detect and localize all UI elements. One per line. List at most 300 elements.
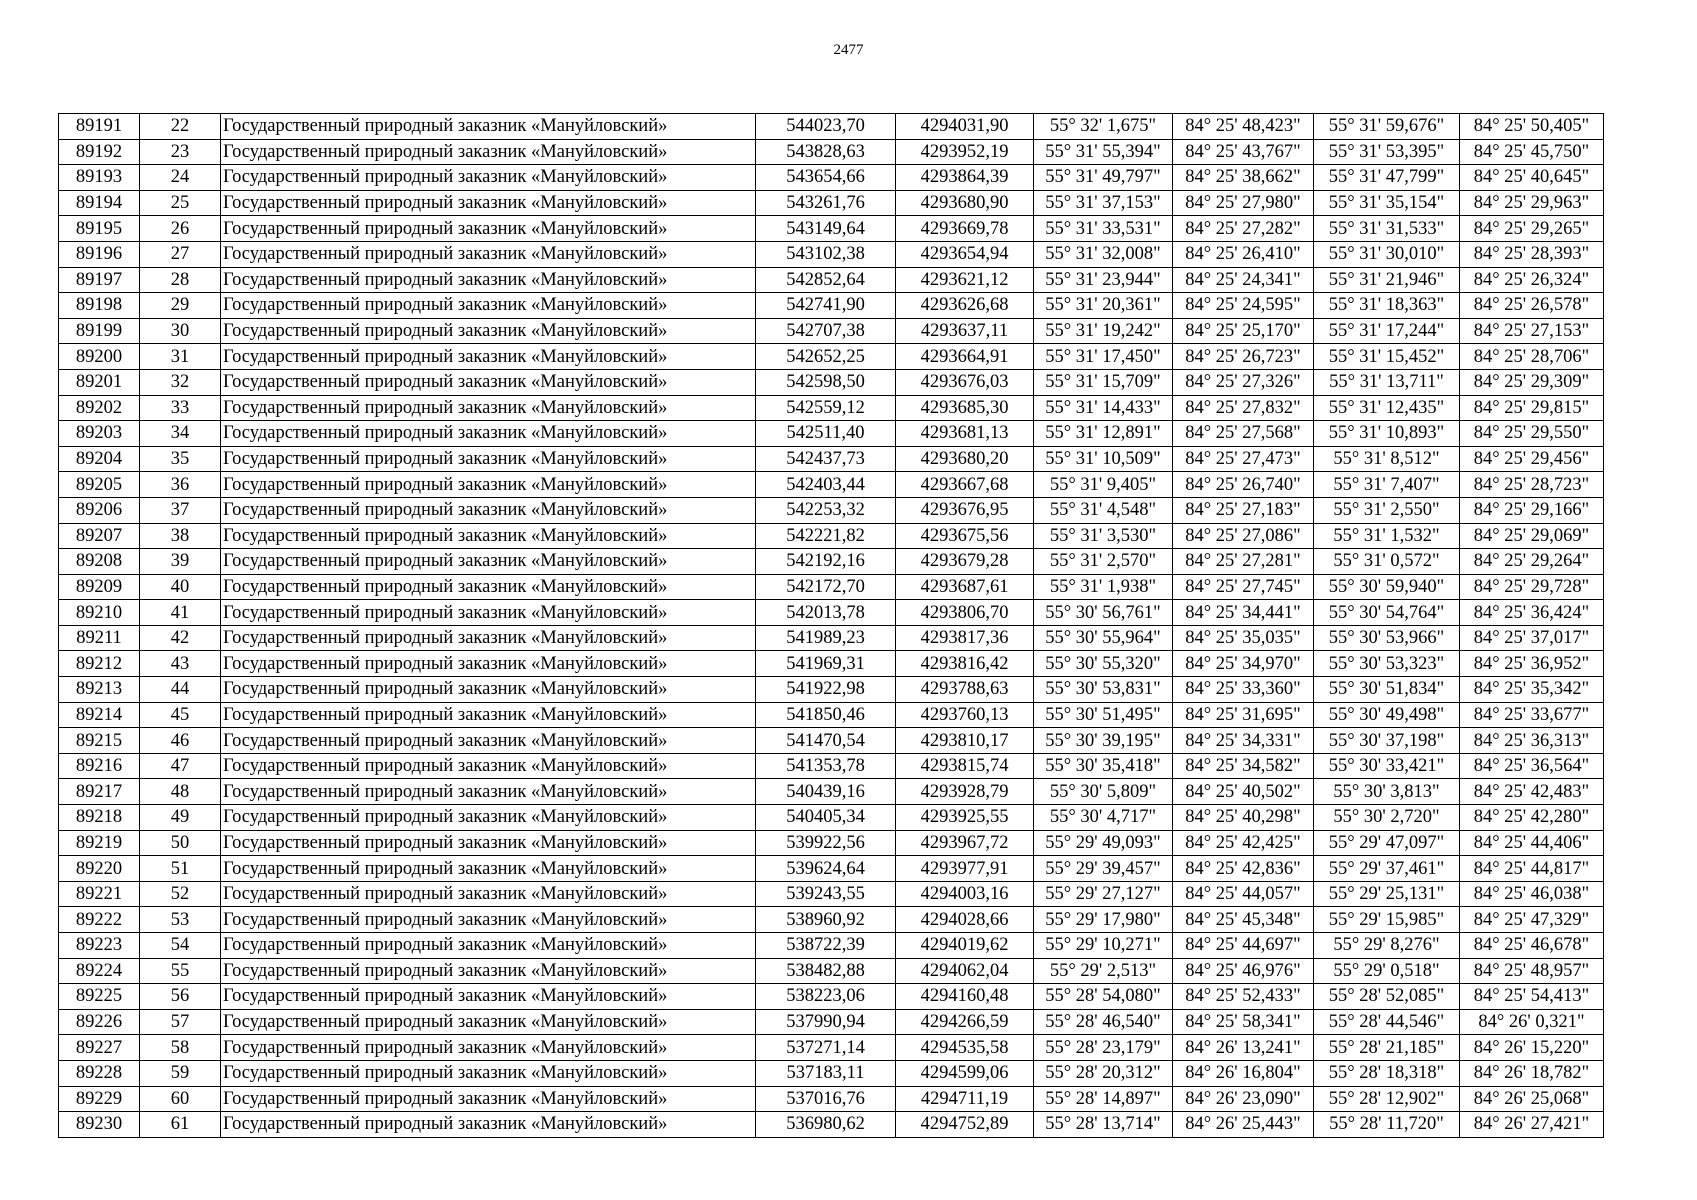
longitude-1-cell: 84° 25' 24,595" bbox=[1173, 293, 1314, 319]
longitude-1-cell: 84° 25' 26,410" bbox=[1173, 241, 1314, 267]
point-number-cell: 27 bbox=[140, 241, 221, 267]
longitude-1-cell: 84° 25' 27,183" bbox=[1173, 497, 1314, 523]
point-number-cell: 53 bbox=[140, 907, 221, 933]
latitude-2-cell: 55° 31' 0,572" bbox=[1314, 549, 1460, 575]
coord-x-cell: 542253,32 bbox=[756, 497, 896, 523]
coord-y-cell: 4293676,95 bbox=[896, 497, 1034, 523]
reserve-name-cell: Государственный природный заказник «Мануйловский» bbox=[221, 190, 756, 216]
coord-y-cell: 4293667,68 bbox=[896, 472, 1034, 498]
latitude-1-cell: 55° 31' 12,891" bbox=[1034, 421, 1173, 447]
longitude-1-cell: 84° 25' 34,582" bbox=[1173, 753, 1314, 779]
table-row bbox=[59, 753, 1604, 779]
coord-y-cell: 4293928,79 bbox=[896, 779, 1034, 805]
coord-y-cell: 4293687,61 bbox=[896, 574, 1034, 600]
row-id-cell: 89226 bbox=[59, 1009, 140, 1035]
longitude-2-cell: 84° 25' 29,815" bbox=[1460, 395, 1604, 421]
reserve-name-cell: Государственный природный заказник «Мануйловский» bbox=[221, 293, 756, 319]
latitude-1-cell: 55° 31' 33,531" bbox=[1034, 216, 1173, 242]
coord-y-cell: 4293676,03 bbox=[896, 369, 1034, 395]
coord-x-cell: 538223,06 bbox=[756, 984, 896, 1010]
row-id-cell: 89221 bbox=[59, 881, 140, 907]
point-number-cell: 45 bbox=[140, 702, 221, 728]
row-id-cell: 89196 bbox=[59, 241, 140, 267]
latitude-1-cell: 55° 30' 55,320" bbox=[1034, 651, 1173, 677]
row-id-cell: 89200 bbox=[59, 344, 140, 370]
point-number-cell: 22 bbox=[140, 114, 221, 140]
coord-x-cell: 542598,50 bbox=[756, 369, 896, 395]
table-row bbox=[59, 856, 1604, 882]
row-id-cell: 89230 bbox=[59, 1112, 140, 1138]
coord-y-cell: 4293664,91 bbox=[896, 344, 1034, 370]
coord-x-cell: 540439,16 bbox=[756, 779, 896, 805]
coord-y-cell: 4293806,70 bbox=[896, 600, 1034, 626]
latitude-1-cell: 55° 31' 3,530" bbox=[1034, 523, 1173, 549]
latitude-2-cell: 55° 30' 53,323" bbox=[1314, 651, 1460, 677]
coord-x-cell: 537016,76 bbox=[756, 1086, 896, 1112]
latitude-1-cell: 55° 31' 17,450" bbox=[1034, 344, 1173, 370]
row-id-cell: 89214 bbox=[59, 702, 140, 728]
longitude-1-cell: 84° 25' 26,723" bbox=[1173, 344, 1314, 370]
table-row bbox=[59, 907, 1604, 933]
latitude-2-cell: 55° 31' 12,435" bbox=[1314, 395, 1460, 421]
row-id-cell: 89205 bbox=[59, 472, 140, 498]
coord-x-cell: 542852,64 bbox=[756, 267, 896, 293]
coord-y-cell: 4293669,78 bbox=[896, 216, 1034, 242]
latitude-1-cell: 55° 29' 10,271" bbox=[1034, 933, 1173, 959]
point-number-cell: 26 bbox=[140, 216, 221, 242]
table-row bbox=[59, 805, 1604, 831]
latitude-2-cell: 55° 30' 53,966" bbox=[1314, 625, 1460, 651]
coord-y-cell: 4293864,39 bbox=[896, 165, 1034, 191]
longitude-1-cell: 84° 25' 40,298" bbox=[1173, 805, 1314, 831]
table-row bbox=[59, 369, 1604, 395]
coord-x-cell: 542013,78 bbox=[756, 600, 896, 626]
latitude-2-cell: 55° 30' 3,813" bbox=[1314, 779, 1460, 805]
row-id-cell: 89208 bbox=[59, 549, 140, 575]
coord-x-cell: 541969,31 bbox=[756, 651, 896, 677]
point-number-cell: 56 bbox=[140, 984, 221, 1010]
coord-y-cell: 4293977,91 bbox=[896, 856, 1034, 882]
latitude-1-cell: 55° 31' 2,570" bbox=[1034, 549, 1173, 575]
longitude-2-cell: 84° 25' 29,550" bbox=[1460, 421, 1604, 447]
latitude-2-cell: 55° 29' 0,518" bbox=[1314, 958, 1460, 984]
latitude-2-cell: 55° 29' 15,985" bbox=[1314, 907, 1460, 933]
coord-y-cell: 4293810,17 bbox=[896, 728, 1034, 754]
coord-y-cell: 4293680,20 bbox=[896, 446, 1034, 472]
table-row bbox=[59, 677, 1604, 703]
reserve-name-cell: Государственный природный заказник «Мануйловский» bbox=[221, 702, 756, 728]
longitude-1-cell: 84° 25' 27,473" bbox=[1173, 446, 1314, 472]
latitude-2-cell: 55° 31' 18,363" bbox=[1314, 293, 1460, 319]
latitude-2-cell: 55° 29' 37,461" bbox=[1314, 856, 1460, 882]
row-id-cell: 89213 bbox=[59, 677, 140, 703]
point-number-cell: 36 bbox=[140, 472, 221, 498]
point-number-cell: 61 bbox=[140, 1112, 221, 1138]
row-id-cell: 89210 bbox=[59, 600, 140, 626]
latitude-1-cell: 55° 28' 23,179" bbox=[1034, 1035, 1173, 1061]
longitude-2-cell: 84° 25' 36,424" bbox=[1460, 600, 1604, 626]
coord-y-cell: 4294266,59 bbox=[896, 1009, 1034, 1035]
row-id-cell: 89198 bbox=[59, 293, 140, 319]
coord-y-cell: 4293637,11 bbox=[896, 318, 1034, 344]
longitude-2-cell: 84° 25' 48,957" bbox=[1460, 958, 1604, 984]
latitude-1-cell: 55° 31' 20,361" bbox=[1034, 293, 1173, 319]
row-id-cell: 89201 bbox=[59, 369, 140, 395]
latitude-2-cell: 55° 30' 51,834" bbox=[1314, 677, 1460, 703]
coord-y-cell: 4293685,30 bbox=[896, 395, 1034, 421]
row-id-cell: 89211 bbox=[59, 625, 140, 651]
latitude-2-cell: 55° 31' 31,533" bbox=[1314, 216, 1460, 242]
longitude-1-cell: 84° 25' 31,695" bbox=[1173, 702, 1314, 728]
latitude-2-cell: 55° 30' 2,720" bbox=[1314, 805, 1460, 831]
point-number-cell: 57 bbox=[140, 1009, 221, 1035]
coord-x-cell: 543828,63 bbox=[756, 139, 896, 165]
latitude-2-cell: 55° 30' 37,198" bbox=[1314, 728, 1460, 754]
longitude-2-cell: 84° 25' 37,017" bbox=[1460, 625, 1604, 651]
row-id-cell: 89218 bbox=[59, 805, 140, 831]
point-number-cell: 55 bbox=[140, 958, 221, 984]
point-number-cell: 23 bbox=[140, 139, 221, 165]
table-row bbox=[59, 165, 1604, 191]
latitude-2-cell: 55° 28' 11,720" bbox=[1314, 1112, 1460, 1138]
reserve-name-cell: Государственный природный заказник «Мануйловский» bbox=[221, 881, 756, 907]
reserve-name-cell: Государственный природный заказник «Мануйловский» bbox=[221, 369, 756, 395]
longitude-1-cell: 84° 25' 44,697" bbox=[1173, 933, 1314, 959]
longitude-2-cell: 84° 25' 29,265" bbox=[1460, 216, 1604, 242]
latitude-1-cell: 55° 29' 17,980" bbox=[1034, 907, 1173, 933]
longitude-2-cell: 84° 25' 35,342" bbox=[1460, 677, 1604, 703]
table-row bbox=[59, 600, 1604, 626]
longitude-2-cell: 84° 25' 45,750" bbox=[1460, 139, 1604, 165]
table-row bbox=[59, 1086, 1604, 1112]
table-row bbox=[59, 830, 1604, 856]
coord-x-cell: 539243,55 bbox=[756, 881, 896, 907]
longitude-1-cell: 84° 25' 42,836" bbox=[1173, 856, 1314, 882]
coord-x-cell: 541850,46 bbox=[756, 702, 896, 728]
latitude-2-cell: 55° 31' 59,676" bbox=[1314, 114, 1460, 140]
longitude-2-cell: 84° 25' 36,952" bbox=[1460, 651, 1604, 677]
point-number-cell: 31 bbox=[140, 344, 221, 370]
coord-x-cell: 538482,88 bbox=[756, 958, 896, 984]
table-row bbox=[59, 344, 1604, 370]
longitude-1-cell: 84° 25' 33,360" bbox=[1173, 677, 1314, 703]
longitude-1-cell: 84° 25' 38,662" bbox=[1173, 165, 1314, 191]
coord-x-cell: 542437,73 bbox=[756, 446, 896, 472]
latitude-1-cell: 55° 28' 14,897" bbox=[1034, 1086, 1173, 1112]
latitude-2-cell: 55° 31' 15,452" bbox=[1314, 344, 1460, 370]
coord-x-cell: 538960,92 bbox=[756, 907, 896, 933]
latitude-1-cell: 55° 30' 35,418" bbox=[1034, 753, 1173, 779]
latitude-1-cell: 55° 31' 14,433" bbox=[1034, 395, 1173, 421]
latitude-1-cell: 55° 31' 19,242" bbox=[1034, 318, 1173, 344]
point-number-cell: 48 bbox=[140, 779, 221, 805]
coord-y-cell: 4294028,66 bbox=[896, 907, 1034, 933]
latitude-2-cell: 55° 31' 8,512" bbox=[1314, 446, 1460, 472]
reserve-name-cell: Государственный природный заказник «Мануйловский» bbox=[221, 779, 756, 805]
coord-x-cell: 542511,40 bbox=[756, 421, 896, 447]
table-row bbox=[59, 421, 1604, 447]
latitude-2-cell: 55° 28' 18,318" bbox=[1314, 1060, 1460, 1086]
table-row bbox=[59, 216, 1604, 242]
coord-y-cell: 4293679,28 bbox=[896, 549, 1034, 575]
latitude-2-cell: 55° 31' 13,711" bbox=[1314, 369, 1460, 395]
reserve-name-cell: Государственный природный заказник «Мануйловский» bbox=[221, 600, 756, 626]
latitude-1-cell: 55° 29' 2,513" bbox=[1034, 958, 1173, 984]
row-id-cell: 89202 bbox=[59, 395, 140, 421]
coord-x-cell: 541989,23 bbox=[756, 625, 896, 651]
reserve-name-cell: Государственный природный заказник «Мануйловский» bbox=[221, 344, 756, 370]
point-number-cell: 41 bbox=[140, 600, 221, 626]
reserve-name-cell: Государственный природный заказник «Мануйловский» bbox=[221, 395, 756, 421]
coord-y-cell: 4293788,63 bbox=[896, 677, 1034, 703]
row-id-cell: 89216 bbox=[59, 753, 140, 779]
longitude-1-cell: 84° 25' 34,970" bbox=[1173, 651, 1314, 677]
coord-y-cell: 4293925,55 bbox=[896, 805, 1034, 831]
point-number-cell: 52 bbox=[140, 881, 221, 907]
longitude-1-cell: 84° 25' 27,980" bbox=[1173, 190, 1314, 216]
point-number-cell: 38 bbox=[140, 523, 221, 549]
coord-x-cell: 543654,66 bbox=[756, 165, 896, 191]
coord-y-cell: 4293952,19 bbox=[896, 139, 1034, 165]
reserve-name-cell: Государственный природный заказник «Мануйловский» bbox=[221, 446, 756, 472]
longitude-2-cell: 84° 25' 27,153" bbox=[1460, 318, 1604, 344]
longitude-2-cell: 84° 25' 54,413" bbox=[1460, 984, 1604, 1010]
latitude-1-cell: 55° 30' 53,831" bbox=[1034, 677, 1173, 703]
longitude-1-cell: 84° 25' 24,341" bbox=[1173, 267, 1314, 293]
reserve-name-cell: Государственный природный заказник «Мануйловский» bbox=[221, 216, 756, 242]
table-row bbox=[59, 1009, 1604, 1035]
reserve-name-cell: Государственный природный заказник «Мануйловский» bbox=[221, 753, 756, 779]
reserve-name-cell: Государственный природный заказник «Мануйловский» bbox=[221, 984, 756, 1010]
coord-y-cell: 4293626,68 bbox=[896, 293, 1034, 319]
reserve-name-cell: Государственный природный заказник «Мануйловский» bbox=[221, 625, 756, 651]
coord-y-cell: 4294160,48 bbox=[896, 984, 1034, 1010]
coord-y-cell: 4294752,89 bbox=[896, 1112, 1034, 1138]
row-id-cell: 89225 bbox=[59, 984, 140, 1010]
coord-y-cell: 4293760,13 bbox=[896, 702, 1034, 728]
longitude-2-cell: 84° 25' 44,817" bbox=[1460, 856, 1604, 882]
table-row bbox=[59, 881, 1604, 907]
latitude-1-cell: 55° 31' 32,008" bbox=[1034, 241, 1173, 267]
reserve-name-cell: Государственный природный заказник «Мануйловский» bbox=[221, 728, 756, 754]
coord-x-cell: 541353,78 bbox=[756, 753, 896, 779]
longitude-1-cell: 84° 26' 23,090" bbox=[1173, 1086, 1314, 1112]
longitude-1-cell: 84° 26' 25,443" bbox=[1173, 1112, 1314, 1138]
latitude-1-cell: 55° 32' 1,675" bbox=[1034, 114, 1173, 140]
longitude-2-cell: 84° 25' 46,678" bbox=[1460, 933, 1604, 959]
table-row bbox=[59, 472, 1604, 498]
reserve-name-cell: Государственный природный заказник «Мануйловский» bbox=[221, 856, 756, 882]
reserve-name-cell: Государственный природный заказник «Мануйловский» bbox=[221, 421, 756, 447]
reserve-name-cell: Государственный природный заказник «Мануйловский» bbox=[221, 1060, 756, 1086]
reserve-name-cell: Государственный природный заказник «Мануйловский» bbox=[221, 677, 756, 703]
coord-y-cell: 4293680,90 bbox=[896, 190, 1034, 216]
longitude-2-cell: 84° 25' 29,264" bbox=[1460, 549, 1604, 575]
point-number-cell: 50 bbox=[140, 830, 221, 856]
longitude-1-cell: 84° 25' 27,326" bbox=[1173, 369, 1314, 395]
row-id-cell: 89224 bbox=[59, 958, 140, 984]
row-id-cell: 89197 bbox=[59, 267, 140, 293]
longitude-1-cell: 84° 25' 43,767" bbox=[1173, 139, 1314, 165]
latitude-1-cell: 55° 29' 27,127" bbox=[1034, 881, 1173, 907]
point-number-cell: 35 bbox=[140, 446, 221, 472]
longitude-1-cell: 84° 25' 27,832" bbox=[1173, 395, 1314, 421]
row-id-cell: 89215 bbox=[59, 728, 140, 754]
reserve-name-cell: Государственный природный заказник «Мануйловский» bbox=[221, 958, 756, 984]
latitude-2-cell: 55° 28' 12,902" bbox=[1314, 1086, 1460, 1112]
coord-x-cell: 542559,12 bbox=[756, 395, 896, 421]
longitude-2-cell: 84° 25' 36,564" bbox=[1460, 753, 1604, 779]
point-number-cell: 44 bbox=[140, 677, 221, 703]
longitude-2-cell: 84° 25' 29,309" bbox=[1460, 369, 1604, 395]
longitude-1-cell: 84° 25' 27,281" bbox=[1173, 549, 1314, 575]
latitude-2-cell: 55° 31' 7,407" bbox=[1314, 472, 1460, 498]
latitude-1-cell: 55° 30' 4,717" bbox=[1034, 805, 1173, 831]
reserve-name-cell: Государственный природный заказник «Мануйловский» bbox=[221, 114, 756, 140]
longitude-2-cell: 84° 25' 29,963" bbox=[1460, 190, 1604, 216]
latitude-2-cell: 55° 30' 33,421" bbox=[1314, 753, 1460, 779]
latitude-1-cell: 55° 31' 37,153" bbox=[1034, 190, 1173, 216]
coord-x-cell: 541922,98 bbox=[756, 677, 896, 703]
longitude-1-cell: 84° 25' 27,086" bbox=[1173, 523, 1314, 549]
row-id-cell: 89192 bbox=[59, 139, 140, 165]
table-row bbox=[59, 114, 1604, 140]
longitude-1-cell: 84° 26' 13,241" bbox=[1173, 1035, 1314, 1061]
table-row bbox=[59, 139, 1604, 165]
table-row bbox=[59, 497, 1604, 523]
point-number-cell: 59 bbox=[140, 1060, 221, 1086]
latitude-1-cell: 55° 31' 23,944" bbox=[1034, 267, 1173, 293]
latitude-2-cell: 55° 29' 47,097" bbox=[1314, 830, 1460, 856]
coord-x-cell: 538722,39 bbox=[756, 933, 896, 959]
coord-x-cell: 542192,16 bbox=[756, 549, 896, 575]
reserve-name-cell: Государственный природный заказник «Мануйловский» bbox=[221, 907, 756, 933]
reserve-name-cell: Государственный природный заказник «Мануйловский» bbox=[221, 1035, 756, 1061]
table-row bbox=[59, 625, 1604, 651]
point-number-cell: 47 bbox=[140, 753, 221, 779]
longitude-2-cell: 84° 25' 28,723" bbox=[1460, 472, 1604, 498]
table-row bbox=[59, 1060, 1604, 1086]
reserve-name-cell: Государственный природный заказник «Мануйловский» bbox=[221, 805, 756, 831]
longitude-2-cell: 84° 25' 26,578" bbox=[1460, 293, 1604, 319]
row-id-cell: 89191 bbox=[59, 114, 140, 140]
table-row bbox=[59, 702, 1604, 728]
latitude-1-cell: 55° 30' 39,195" bbox=[1034, 728, 1173, 754]
longitude-1-cell: 84° 25' 52,433" bbox=[1173, 984, 1314, 1010]
row-id-cell: 89206 bbox=[59, 497, 140, 523]
latitude-1-cell: 55° 29' 39,457" bbox=[1034, 856, 1173, 882]
coord-y-cell: 4294019,62 bbox=[896, 933, 1034, 959]
longitude-2-cell: 84° 26' 0,321" bbox=[1460, 1009, 1604, 1035]
reserve-name-cell: Государственный природный заказник «Мануйловский» bbox=[221, 523, 756, 549]
longitude-2-cell: 84° 25' 40,645" bbox=[1460, 165, 1604, 191]
point-number-cell: 60 bbox=[140, 1086, 221, 1112]
longitude-1-cell: 84° 25' 40,502" bbox=[1173, 779, 1314, 805]
row-id-cell: 89217 bbox=[59, 779, 140, 805]
reserve-name-cell: Государственный природный заказник «Мануйловский» bbox=[221, 1009, 756, 1035]
longitude-2-cell: 84° 26' 18,782" bbox=[1460, 1060, 1604, 1086]
reserve-name-cell: Государственный природный заказник «Мануйловский» bbox=[221, 318, 756, 344]
latitude-1-cell: 55° 31' 9,405" bbox=[1034, 472, 1173, 498]
reserve-name-cell: Государственный природный заказник «Мануйловский» bbox=[221, 933, 756, 959]
coord-x-cell: 542741,90 bbox=[756, 293, 896, 319]
longitude-2-cell: 84° 26' 25,068" bbox=[1460, 1086, 1604, 1112]
table-row bbox=[59, 933, 1604, 959]
longitude-2-cell: 84° 25' 42,483" bbox=[1460, 779, 1604, 805]
longitude-2-cell: 84° 25' 36,313" bbox=[1460, 728, 1604, 754]
latitude-2-cell: 55° 28' 21,185" bbox=[1314, 1035, 1460, 1061]
longitude-1-cell: 84° 25' 27,282" bbox=[1173, 216, 1314, 242]
latitude-1-cell: 55° 28' 46,540" bbox=[1034, 1009, 1173, 1035]
longitude-1-cell: 84° 25' 58,341" bbox=[1173, 1009, 1314, 1035]
row-id-cell: 89194 bbox=[59, 190, 140, 216]
latitude-1-cell: 55° 31' 10,509" bbox=[1034, 446, 1173, 472]
reserve-name-cell: Государственный природный заказник «Мануйловский» bbox=[221, 497, 756, 523]
coord-x-cell: 539922,56 bbox=[756, 830, 896, 856]
coord-y-cell: 4293621,12 bbox=[896, 267, 1034, 293]
table-row bbox=[59, 446, 1604, 472]
latitude-1-cell: 55° 28' 54,080" bbox=[1034, 984, 1173, 1010]
latitude-2-cell: 55° 31' 53,395" bbox=[1314, 139, 1460, 165]
longitude-2-cell: 84° 25' 29,166" bbox=[1460, 497, 1604, 523]
latitude-2-cell: 55° 31' 1,532" bbox=[1314, 523, 1460, 549]
longitude-1-cell: 84° 25' 34,441" bbox=[1173, 600, 1314, 626]
table-row bbox=[59, 1112, 1604, 1138]
page-number: 2477 bbox=[833, 42, 864, 58]
latitude-1-cell: 55° 31' 4,548" bbox=[1034, 497, 1173, 523]
table-row bbox=[59, 651, 1604, 677]
point-number-cell: 46 bbox=[140, 728, 221, 754]
point-number-cell: 43 bbox=[140, 651, 221, 677]
point-number-cell: 40 bbox=[140, 574, 221, 600]
row-id-cell: 89227 bbox=[59, 1035, 140, 1061]
coord-x-cell: 541470,54 bbox=[756, 728, 896, 754]
longitude-2-cell: 84° 25' 29,728" bbox=[1460, 574, 1604, 600]
latitude-1-cell: 55° 31' 55,394" bbox=[1034, 139, 1173, 165]
table-row bbox=[59, 549, 1604, 575]
latitude-1-cell: 55° 28' 20,312" bbox=[1034, 1060, 1173, 1086]
row-id-cell: 89199 bbox=[59, 318, 140, 344]
longitude-1-cell: 84° 25' 27,745" bbox=[1173, 574, 1314, 600]
coord-x-cell: 543149,64 bbox=[756, 216, 896, 242]
latitude-2-cell: 55° 30' 49,498" bbox=[1314, 702, 1460, 728]
longitude-2-cell: 84° 25' 33,677" bbox=[1460, 702, 1604, 728]
longitude-2-cell: 84° 25' 46,038" bbox=[1460, 881, 1604, 907]
latitude-1-cell: 55° 31' 49,797" bbox=[1034, 165, 1173, 191]
reserve-name-cell: Государственный природный заказник «Мануйловский» bbox=[221, 1112, 756, 1138]
coord-x-cell: 537271,14 bbox=[756, 1035, 896, 1061]
point-number-cell: 49 bbox=[140, 805, 221, 831]
point-number-cell: 39 bbox=[140, 549, 221, 575]
coord-x-cell: 542707,38 bbox=[756, 318, 896, 344]
longitude-1-cell: 84° 25' 46,976" bbox=[1173, 958, 1314, 984]
coord-y-cell: 4294031,90 bbox=[896, 114, 1034, 140]
longitude-1-cell: 84° 25' 26,740" bbox=[1173, 472, 1314, 498]
row-id-cell: 89193 bbox=[59, 165, 140, 191]
longitude-1-cell: 84° 25' 44,057" bbox=[1173, 881, 1314, 907]
point-number-cell: 54 bbox=[140, 933, 221, 959]
coord-x-cell: 543261,76 bbox=[756, 190, 896, 216]
reserve-name-cell: Государственный природный заказник «Мануйловский» bbox=[221, 472, 756, 498]
coord-x-cell: 544023,70 bbox=[756, 114, 896, 140]
point-number-cell: 37 bbox=[140, 497, 221, 523]
reserve-name-cell: Государственный природный заказник «Мануйловский» bbox=[221, 1086, 756, 1112]
latitude-2-cell: 55° 31' 35,154" bbox=[1314, 190, 1460, 216]
reserve-name-cell: Государственный природный заказник «Мануйловский» bbox=[221, 241, 756, 267]
latitude-1-cell: 55° 28' 13,714" bbox=[1034, 1112, 1173, 1138]
latitude-2-cell: 55° 31' 17,244" bbox=[1314, 318, 1460, 344]
latitude-2-cell: 55° 31' 21,946" bbox=[1314, 267, 1460, 293]
